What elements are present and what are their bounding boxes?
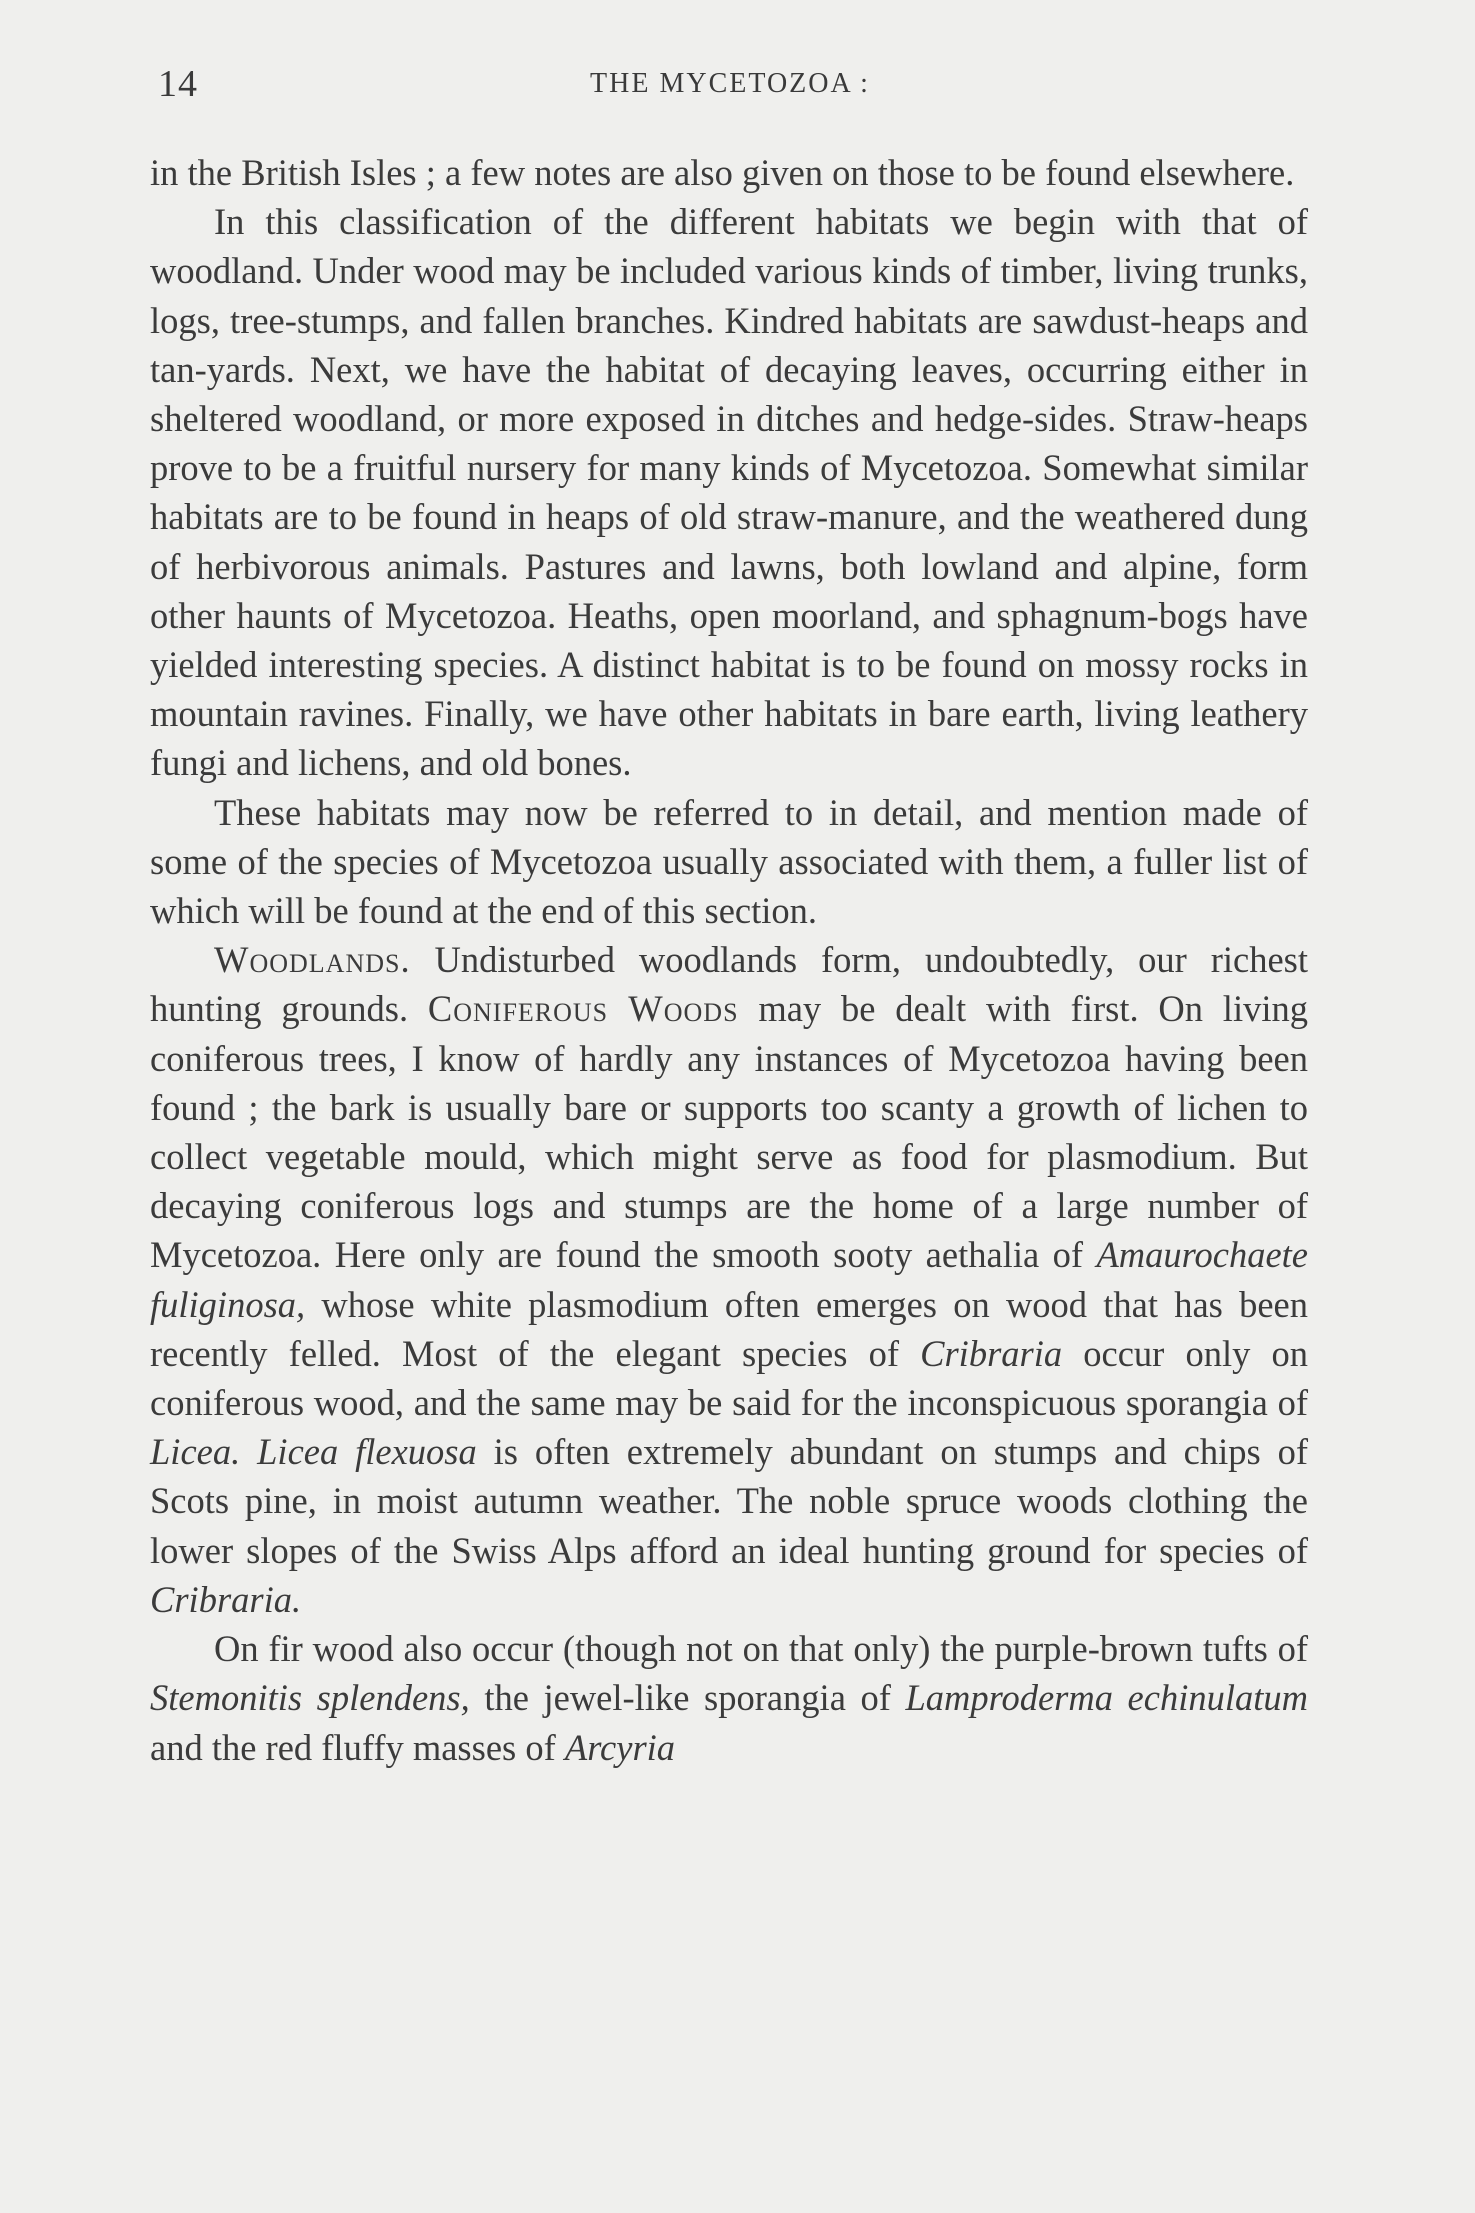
genus-name: Cribraria. [150,1578,302,1620]
species-name: Lamproderma echinulatum [905,1677,1308,1719]
text-run: whose white plasmodium often emerges on wood that has been recently felled. Most of the elegant species of [150,1283,1308,1374]
text-run: Undisturbed woodlands form, undoubtedly, our richest hunting grounds. [150,939,1308,1030]
text-run: and the red fluffy masses of [150,1726,565,1768]
text-run: On fir wood also occur (though not on that only) the purple-brown tufts of [214,1628,1308,1670]
text-run: in the British Isles ; a few notes are also given on those to be found elsewhere. [150,152,1295,193]
genus-name: Cribraria [920,1332,1063,1374]
body-text [150,148,1308,1772]
paragraph [150,148,1308,197]
text-run: In this classification of the different habitats we begin with that of woodland. Under wood may be included various kinds of timber, living trunks, logs, tree-stumps, and fallen branches. Kindred habitats are sawdust-heaps and tan-yards. Next, we have the habitat of decaying leaves, occurring either in sheltered woodland, or more exposed in ditches and hedge-sides. Straw-heaps prove to be a fruitful nursery for many kinds of Mycetozoa. Somewhat similar habitats are to be found in heaps of old straw-manure, and the weathered dung of herbivorous animals. Pastures and lawns, both lowland and alpine, form other haunts of Mycetozoa. Heaths, open moorland, and sphagnum-bogs have yielded interesting species. A distinct habitat is to be found on mossy rocks in mountain ravines. Finally, we have other habitats in bare earth, living leathery fungi and lichens, and old bones. [150,201,1308,784]
species-name: Stemonitis splendens, [150,1677,470,1719]
paragraph [150,1624,1308,1772]
genus-name: Arcyria [564,1726,676,1768]
genus-name: Licea. [150,1431,241,1473]
text-run: These habitats may now be referred to in detail, and mention made of some of the species of Mycetozoa usually associated with them, a fuller list of which will be found at the end of this section. [150,791,1308,932]
section-heading-woodlands: Woodlands. [214,939,411,981]
page-number: 14 [158,63,198,105]
paragraph [150,197,1308,787]
paragraph [150,935,1308,1624]
paragraph [150,788,1308,936]
running-head: THE MYCETOZOA : [590,68,870,99]
section-heading-coniferous-woods: Coniferous Woods [427,988,739,1030]
species-name: Licea flexuosa [257,1431,477,1473]
text-run: may be dealt with first. On living coniferous trees, I know of hardly any instances of Mycetozoa having been found ; the bark is usually bare or supports too scanty a growth of lichen to collect vegetable mould, which might serve as food for plasmodium. But decaying coniferous logs and stumps are the home of a large number of Mycetozoa. Here only are found the smooth sooty aethalia of [150,988,1308,1276]
text-run: is often extremely abundant on stumps and chips of Scots pine, in moist autumn weather. The noble spruce woods clothing the lower slopes of the Swiss Alps afford an ideal hunting ground for species of [150,1431,1309,1571]
text-run: the jewel-like sporangia of [469,1677,906,1719]
species-name: Amaurochaete fuliginosa, [150,1234,1308,1325]
text-run [240,1431,257,1472]
page-header [150,62,1310,112]
text-run: occur only on coniferous wood, and the same may be said for the inconspicuous sporangia of [150,1332,1308,1424]
